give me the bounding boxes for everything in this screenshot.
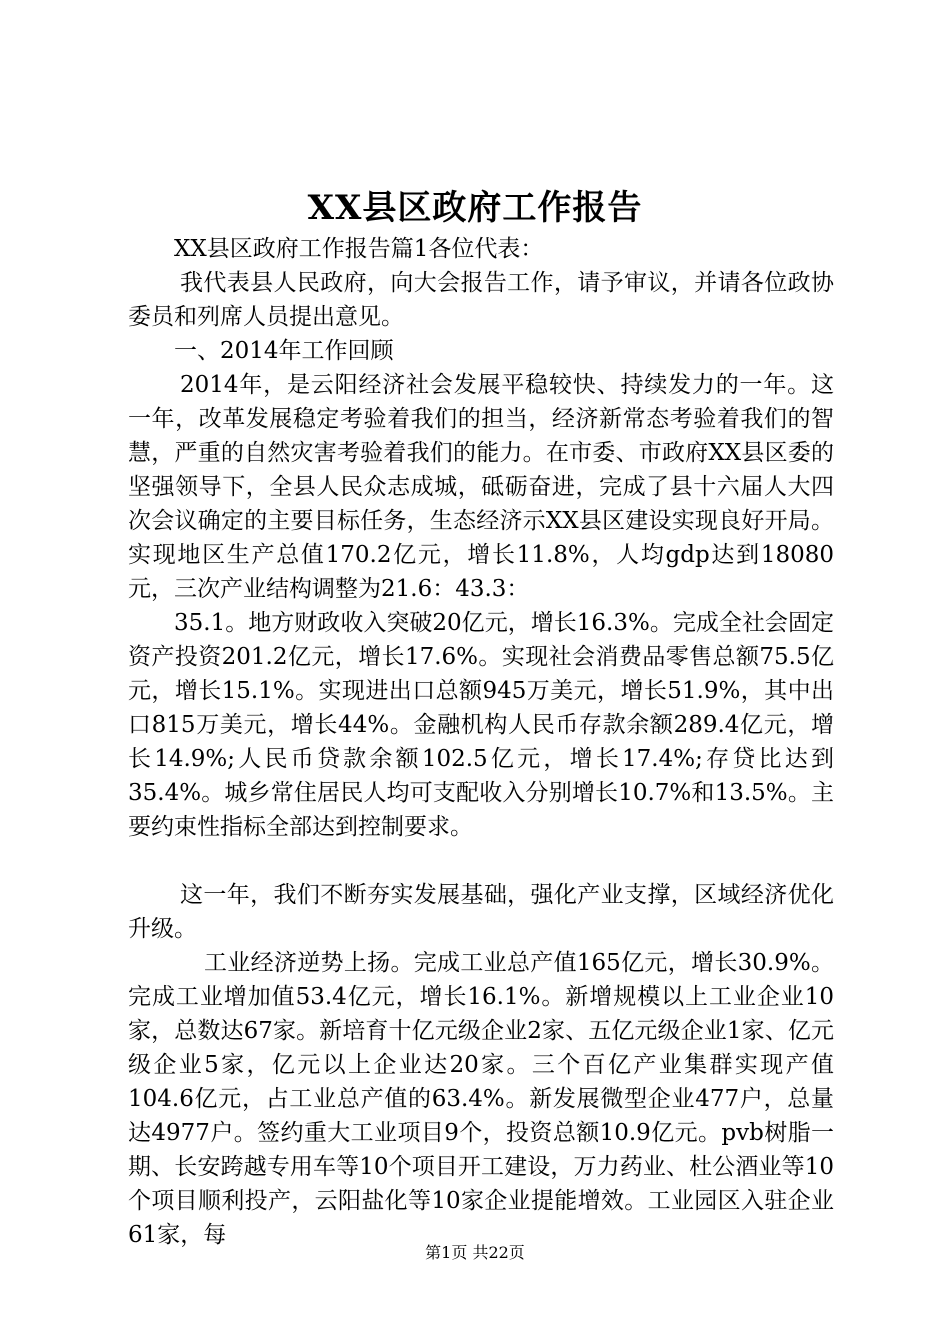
paragraph-industry: 工业经济逆势上扬。完成工业总产值165亿元，增长30.9%。完成工业增加值53.4亿元，增长16.1%。新增规模以上工业企业10家，总数达67家。新培育十亿元级企业2家、五亿元级企业1家、亿元级企业5家，亿元以上企业达20家。三个百亿产业集群实现产值104.6亿元，占工业总产值的63.4%。新发展微型企业477户，总量达4977户。签约重大工业项目9个，投资总额10.9亿元。pvb树脂一期、长安跨越专用车等10个项目开工建设，万力药业、杜公酒业等10个项目顺利投产，云阳盐化等10家企业提能增效。工业园区入驻企业61家，每	[128, 950, 834, 1248]
paragraph-review: 2014年，是云阳经济社会发展平稳较快、持续发力的一年。这一年，改革发展稳定考验着我们的担当，经济新常态考验着我们的智慧，严重的自然灾害考验着我们的能力。在市委、市政府XX县区委的坚强领导下，全县人民众志成城，砥砺奋进，完成了县十六届人大四次会议确定的主要目标任务，生态经济示XX县区建设实现良好开局。实现地区生产总值170.2亿元，增长11.8%，人均gdp达到18080元，三次产业结构调整为21.6：43.3：	[128, 372, 834, 602]
paragraph-summary: 这一年，我们不断夯实发展基础，强化产业支撑，区域经济优化升级。	[128, 882, 834, 942]
document-body	[128, 232, 834, 1252]
paragraph-intro: XX县区政府工作报告篇1各位代表：	[174, 236, 544, 262]
paragraph-indicators: 35.1。地方财政收入突破20亿元，增长16.3%。完成全社会固定资产投资201.2亿元，增长17.6%。实现社会消费品零售总额75.5亿元，增长15.1%。实现进出口总额945万美元，增长51.9%，其中出口815万美元，增长44%。金融机构人民币存款余额289.4亿元，增长14.9%;人民币贷款余额102.5亿元，增长17.4%;存贷比达到35.4%。城乡常住居民人均可支配收入分别增长10.7%和13.5%。主要约束性指标全部达到控制要求。	[128, 610, 834, 840]
section-heading: 一、2014年工作回顾	[174, 338, 394, 364]
page-number-footer: 第1页 共22页	[425, 1243, 525, 1262]
paragraph-opening: 我代表县人民政府，向大会报告工作，请予审议，并请各位政协委员和列席人员提出意见。	[128, 270, 834, 330]
paragraph-gap	[128, 844, 834, 878]
document-title: XX县区政府工作报告	[307, 188, 643, 228]
